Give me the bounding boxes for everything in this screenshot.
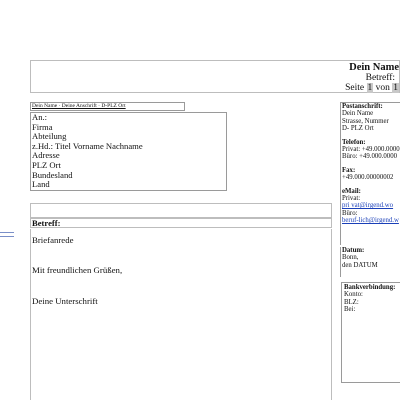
address-line: Abteilung [32,131,67,142]
page-total-field: 1 [393,83,398,93]
fax-line: +49.000.00000002 [342,174,394,182]
subject-line: Betreff: [30,218,332,228]
telefon-line: Büro: +49.000.0000 [342,153,397,161]
email-privat-label: Privat: [342,195,361,203]
datum-value: den DATUM [342,261,378,269]
address-line: PLZ Ort [32,159,61,170]
email-buero-link[interactable]: beruf-lich@irgend.w [342,217,399,225]
page-of-label: von [375,83,390,93]
recipient-address-block [30,112,227,191]
signature-text: Deine Unterschrift [32,296,98,306]
datum-heading: Datum: [342,247,365,254]
address-line: Bundesland [32,169,73,180]
postanschrift-heading: Postanschrift: [342,103,383,110]
email-privat-link[interactable]: pri vat@irgend.wo [342,202,394,210]
return-address-line: Dein Name · Deine Anschrift · D-PLZ Ort [30,102,185,111]
address-line: z.Hd.: Titel Vorname Nachname [32,140,143,151]
bank-konto: Konto: [344,291,363,299]
header-page-number [345,83,399,93]
salutation-text: Briefanrede [32,235,74,245]
fax-heading: Fax: [342,166,356,174]
bank-heading: Bankverbindung: [344,284,396,291]
contact-sidebar [340,102,400,245]
postanschrift-line: Dein Name [342,110,374,118]
header-sender-name: Dein Name [349,62,399,73]
bank-details-box [341,282,400,383]
address-line: Land [32,179,50,190]
datum-place: Bonn, [342,254,359,262]
email-buero-label: Büro: [342,209,358,217]
closing-text: Mit freundlichen Grüßen, [32,265,123,275]
page-current-field: 1 [367,83,373,93]
bank-bei: Bei: [344,306,356,314]
reference-line-box [30,203,332,218]
page-label: Seite [345,83,365,93]
letter-header [30,60,400,93]
letter-body [30,229,332,400]
postanschrift-line: Strasse, Nummer [342,117,389,125]
postanschrift-line: D- PLZ Ort [342,125,374,133]
telefon-heading: Telefon: [342,138,366,146]
header-subject-label: Betreff: [365,73,395,83]
bank-blz: BLZ: [344,298,359,306]
address-line: An.: [32,112,48,122]
fold-mark [0,232,14,237]
telefon-line: Privat: +49.000.0000 [342,146,400,154]
address-line: Firma [32,121,53,132]
address-line: Adresse [32,150,60,161]
email-heading: eMail: [342,187,361,195]
date-block [340,247,400,277]
